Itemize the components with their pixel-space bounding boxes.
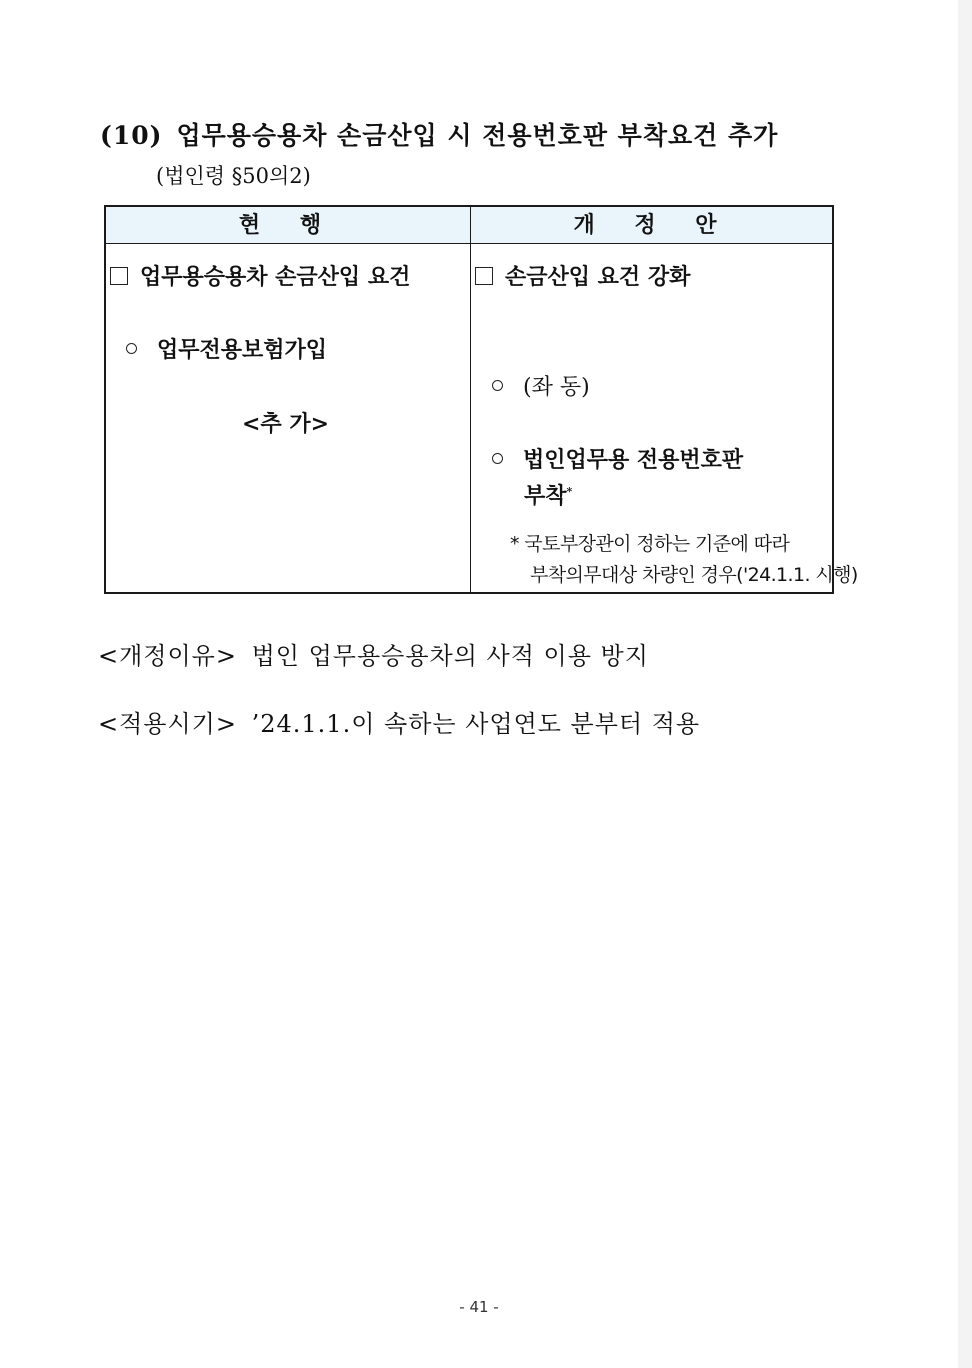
page-number: - 41 - (459, 1298, 499, 1316)
circle-bullet-icon (492, 453, 503, 464)
revised-note-line1: * 국토부장관이 정하는 기준에 따라 (510, 533, 790, 555)
header-current: 현 행 (238, 212, 338, 238)
comparison-table (104, 205, 858, 594)
reason-text: 법인 업무용승용차의 사적 이용 방지 (251, 642, 649, 670)
section-title: 업무용승용차 손금산입 시 전용번호판 부착요건 추가 (176, 121, 779, 150)
reason-label: <개정이유> (98, 642, 237, 670)
header-revised: 개 정 안 (573, 212, 733, 238)
effective-label: <적용시기> (98, 710, 237, 738)
current-item-sub: 업무전용보험가입 (126, 333, 327, 364)
square-bullet-icon (475, 267, 493, 285)
revised-item-new-cont: 부착* (524, 483, 573, 509)
effective-text: ’24.1.1.이 속하는 사업연도 분부터 적용 (251, 710, 701, 738)
effective-date (98, 704, 700, 739)
square-bullet-icon (110, 267, 128, 285)
section-heading (100, 116, 778, 152)
current-added-marker: <추 가> (242, 411, 330, 437)
revised-item-new: 법인업무용 전용번호판 (492, 443, 743, 474)
column-divider (470, 207, 471, 592)
current-item-main: 업무용승용차 손금산입 요건 (110, 260, 410, 291)
circle-bullet-icon (492, 380, 503, 391)
footnote-marker: * (566, 485, 573, 498)
revised-note-line2: 부착의무대상 차량인 경우('24.1.1. 시행) (530, 564, 858, 586)
revised-item-same: (좌 동) (492, 370, 590, 401)
amendment-reason (98, 636, 649, 671)
section-number: (10) (100, 121, 163, 150)
revised-item-main: 손금산입 요건 강화 (475, 260, 690, 291)
legal-reference: (법인령 §50의2) (156, 164, 311, 188)
circle-bullet-icon (126, 343, 137, 354)
